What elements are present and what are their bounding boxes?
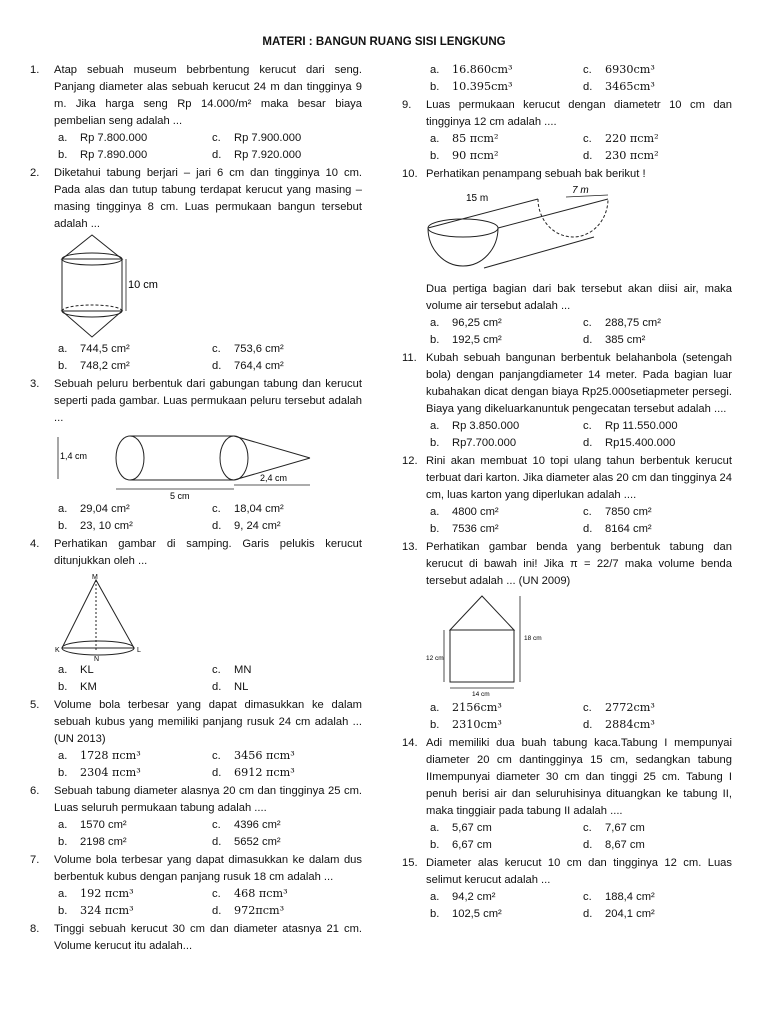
option[interactable]: a. 192 πcm³: [58, 887, 134, 900]
question-8: 8. Tinggi sebuah kerucut 30 cm dan diameter atasnya 21 cm. Volume kerucut itu adalah...: [30, 921, 362, 955]
option[interactable]: d. 204,1 cm²: [583, 907, 655, 920]
option[interactable]: a. 29,04 cm²: [58, 503, 130, 515]
question-7: 7. Volume bola terbesar yang dapat dimasukkan ke dalam dus berbentuk kubus dengan panjang rusuk 18 cm adalah ...: [30, 852, 362, 886]
option[interactable]: c. 6930cm³: [583, 63, 655, 76]
tube-with-cone-figure: [426, 590, 576, 700]
question-1: [30, 62, 362, 130]
option[interactable]: d. Rp 7.920.000: [212, 148, 302, 161]
point-k: K: [55, 647, 60, 654]
question-text: Dua pertiga bagian dari bak tersebut akan diisi air, maka volume air tersebut adalah ...: [426, 283, 732, 312]
option[interactable]: d. 5652 cm²: [212, 835, 281, 848]
question-text: Volume bola terbesar yang dapat dimasukkan ke dalam sebuah kubus yang memiliki panjang rusuk 24 cm adalah ... (UN 2013): [54, 699, 362, 745]
option[interactable]: d. 8164 cm²: [583, 522, 652, 535]
option[interactable]: b. 192,5 cm²: [430, 333, 502, 346]
question-text: Perhatikan gambar di samping. Garis pelukis kerucut ditunjukkan oleh ...: [54, 538, 362, 567]
figure-cone: [54, 570, 362, 662]
option[interactable]: c. Rp 11.550.000: [583, 420, 678, 432]
option[interactable]: c. 18,04 cm²: [212, 503, 284, 515]
option[interactable]: a. KL: [58, 664, 94, 676]
figure-label-cone: 2,4 cm: [260, 473, 288, 483]
options-10: [402, 315, 732, 348]
option[interactable]: b. 2198 cm²: [58, 835, 127, 848]
option[interactable]: d. NL: [212, 680, 249, 693]
question-3: 3. Sebuah peluru berbentuk dari gabungan tabung dan kerucut seperti pada gambar. Luas permukaan peluru tersebut adalah ...: [30, 376, 362, 427]
question-text: Diameter alas kerucut 10 cm dan tingginya 12 cm. Luas selimut kerucut adalah ...: [426, 857, 732, 886]
question-text: Volume bola terbesar yang dapat dimasukkan ke dalam dus berbentuk kubus dengan panjang rusuk 18 cm adalah ...: [54, 854, 362, 883]
option[interactable]: b. 748,2 cm²: [58, 359, 130, 372]
options-4: [30, 662, 362, 695]
options-11: [402, 418, 732, 451]
question-text: Atap sebuah museum bebrbentung kerucut dari seng. Panjang diameter alas sebuah kerucut 24 m dan tingginya 9 m. Jika harga seng Rp 14.000/m² maka besar biaya pembelian seng adalah ...: [54, 64, 362, 127]
options-15: [402, 889, 732, 922]
option[interactable]: b. 10.395cm³: [430, 79, 513, 93]
option[interactable]: c. 753,6 cm²: [212, 343, 284, 355]
option[interactable]: d. 385 cm²: [583, 333, 646, 346]
point-l: L: [137, 647, 141, 654]
option[interactable]: b. Rp 7.890.000: [58, 148, 148, 161]
option[interactable]: b. 23, 10 cm²: [58, 519, 133, 532]
option[interactable]: b. 90 πcm²: [430, 148, 499, 162]
figure-cylinder-cones: [54, 233, 362, 341]
question-13: 13. Perhatikan gambar benda yang berbentuk tabung dan kerucut di bawah ini! Jika π = 22/7 maka volume benda tersebut adalah ... (UN 2009): [402, 539, 732, 590]
cone-figure: [54, 570, 184, 662]
question-text: Tinggi sebuah kerucut 30 cm dan diameter atasnya 21 cm. Volume kerucut itu adalah...: [54, 923, 362, 952]
figure-tank: [426, 183, 732, 281]
option[interactable]: a. 2156cm³: [430, 701, 502, 714]
options-5: [30, 748, 362, 781]
option[interactable]: b. 2310cm³: [430, 717, 502, 731]
option[interactable]: c. 220 πcm²: [583, 132, 659, 145]
question-text: Sebuah tabung diameter alasnya 20 cm dan tingginya 25 cm. Luas seluruh permukaan tabung adalah ....: [54, 785, 362, 814]
option[interactable]: d. 6912 πcm³: [212, 765, 295, 779]
option[interactable]: b. KM: [58, 680, 97, 693]
question-10: 10. Perhatikan penampang sebuah bak berikut !: [402, 166, 732, 183]
option[interactable]: a. 96,25 cm²: [430, 317, 502, 329]
question-14: 14. Adi memiliki dua buah tabung kaca.Tabung I mempunyai diameter 20 cm dantingginya 15 cm, sedangkan tabung IImempunyai diameter 30 cm dan tinggi 25 cm. Tabung I penuh berisi air dan seluruhisinya dituangkan ke tabung II, maka tinggiair pada tabung II adalah ....: [402, 735, 732, 820]
option[interactable]: a. 85 πcm²: [430, 132, 499, 145]
question-12: 12. Rini akan membuat 10 topi ulang tahun berbentuk kerucut terbuat dari karton. Jika diameter alas 20 cm dan tingginya 24 cm, luas karton yang diperlukan adalah ....: [402, 453, 732, 504]
option[interactable]: c. 7,67 cm: [583, 822, 645, 834]
right-column: [402, 62, 732, 922]
bullet-figure: [54, 427, 344, 501]
question-text: Perhatikan gambar benda yang berbentuk tabung dan kerucut di bawah ini! Jika π = 22/7 maka volume benda tersebut adalah ... (UN 2009): [426, 541, 732, 587]
option[interactable]: d. 972πcm³: [212, 903, 285, 917]
option[interactable]: b. 2304 πcm³: [58, 765, 141, 779]
option[interactable]: a. 5,67 cm: [430, 822, 492, 834]
option[interactable]: c. 4396 cm²: [212, 819, 281, 831]
options-1: [30, 130, 362, 163]
question-number: 1.: [30, 64, 40, 76]
question-9: 9. Luas permukaan kerucut dengan diametetr 10 cm dan tingginya 12 cm adalah ....: [402, 97, 732, 131]
figure-tube-cone: [426, 590, 732, 700]
point-m: M: [92, 574, 98, 581]
options-14: [402, 820, 732, 853]
question-text: Diketahui tabung berjari – jari 6 cm dan tingginya 10 cm. Pada alas dan tutup tabung terdapat kerucut yang masing –masing tingginya 8 cm. Luas permukaan bangun tersebut adalah ...: [54, 167, 362, 230]
figure-bullet: [54, 427, 362, 501]
option[interactable]: d. 9, 24 cm²: [212, 519, 281, 532]
figure-label-length: 15 m: [466, 193, 489, 204]
question-text: Sebuah peluru berbentuk dari gabungan tabung dan kerucut seperti pada gambar. Luas permukaan peluru tersebut adalah ...: [54, 378, 362, 424]
figure-label-width: 14 cm: [472, 691, 490, 698]
question-text: Rini akan membuat 10 topi ulang tahun berbentuk kerucut terbuat dari karton. Jika diameter alas 20 cm dan tingginya 24 cm, luas karton yang diperlukan adalah ....: [426, 455, 732, 501]
option[interactable]: d. 8,67 cm: [583, 838, 645, 851]
option[interactable]: d. 3465cm³: [583, 79, 655, 93]
option[interactable]: a. 744,5 cm²: [58, 343, 130, 355]
options-9: [402, 131, 732, 164]
figure-label-total: 18 cm: [524, 635, 542, 642]
option[interactable]: a. 1570 cm²: [58, 819, 127, 831]
options-12: [402, 504, 732, 537]
option[interactable]: c. MN: [212, 664, 252, 676]
option[interactable]: a. 4800 cm²: [430, 506, 499, 518]
question-text: Perhatikan penampang sebuah bak berikut !: [426, 168, 646, 180]
option[interactable]: c. 2772cm³: [583, 701, 655, 714]
figure-label: 10 cm: [128, 279, 158, 291]
question-4: 4. Perhatikan gambar di samping. Garis pelukis kerucut ditunjukkan oleh ...: [30, 536, 362, 570]
question-text: Adi memiliki dua buah tabung kaca.Tabung I mempunyai diameter 20 cm dantingginya 15 cm, sedangkan tabung IImempunyai diameter 30 cm dan tinggi 25 cm. Tabung I penuh berisi air dan seluruhisinya dituangkan ke tabung II, maka tinggiair pada tabung II adalah ....: [426, 737, 732, 817]
question-text: Kubah sebuah bangunan berbentuk belahanbola (setengah bola) dengan panjangdiameter 14 meter. Pada bagian luar kubahakan dicat dengan biaya Rp25.000setiapmeter persegi. Biaya yang dikeluarkanuntuk pengecatan tersebut adalah ....: [426, 352, 732, 415]
figure-label-width: 7 m: [572, 185, 589, 196]
option[interactable]: b. 102,5 cm²: [430, 907, 502, 920]
option[interactable]: c. 188,4 cm²: [583, 891, 655, 903]
options-3: [30, 501, 362, 534]
question-6: 6. Sebuah tabung diameter alasnya 20 cm dan tingginya 25 cm. Luas seluruh permukaan tabung adalah ....: [30, 783, 362, 817]
option[interactable]: c. 3456 πcm³: [212, 749, 295, 762]
half-cylinder-tank-figure: [426, 183, 636, 281]
option[interactable]: b. 324 πcm³: [58, 903, 134, 917]
option[interactable]: d. Rp15.400.000: [583, 436, 676, 449]
question-15: 15. Diameter alas kerucut 10 cm dan tingginya 12 cm. Luas selimut kerucut adalah ...: [402, 855, 732, 889]
question-5: 5. Volume bola terbesar yang dapat dimasukkan ke dalam sebuah kubus yang memiliki panjang rusuk 24 cm adalah ... (UN 2013): [30, 697, 362, 748]
option[interactable]: a. Rp 3.850.000: [430, 420, 520, 432]
figure-label-tube: 12 cm: [426, 655, 444, 662]
question-2: 2. Diketahui tabung berjari – jari 6 cm dan tingginya 10 cm. Pada alas dan tutup tabung terdapat kerucut yang masing –masing tingginya 8 cm. Luas permukaan bangun tersebut adalah ...: [30, 165, 362, 233]
question-11: 11. Kubah sebuah bangunan berbentuk belahanbola (setengah bola) dengan panjangdiameter 14 meter. Pada bagian luar kubahakan dicat dengan biaya Rp25.000setiapmeter persegi. Biaya yang dikeluarkanuntuk pengecatan tersebut adalah ....: [402, 350, 732, 418]
option[interactable]: d. 230 πcm²: [583, 148, 659, 162]
option[interactable]: d. 764,4 cm²: [212, 359, 284, 372]
option[interactable]: b. Rp7.700.000: [430, 436, 517, 449]
option[interactable]: d. 2884cm³: [583, 717, 655, 731]
page-title: MATERI : BANGUN RUANG SISI LENGKUNG: [262, 36, 506, 48]
option[interactable]: c. 288,75 cm²: [583, 317, 661, 329]
question-10-continued: [402, 281, 732, 315]
option[interactable]: a. 1728 πcm³: [58, 749, 141, 762]
options-8: [402, 62, 732, 95]
option[interactable]: b. 7536 cm²: [430, 522, 499, 535]
options-6: [30, 817, 362, 850]
options-7: [30, 886, 362, 919]
option[interactable]: a. 94,2 cm²: [430, 891, 496, 903]
option[interactable]: c. 468 πcm³: [212, 887, 288, 900]
option[interactable]: c. Rp 7.900.000: [212, 132, 302, 144]
left-column: [30, 62, 362, 955]
cylinder-with-cones-figure: [54, 233, 214, 341]
figure-label-height: 1,4 cm: [60, 451, 88, 461]
point-n: N: [94, 656, 100, 662]
figure-label-length: 5 cm: [170, 491, 190, 501]
options-2: [30, 341, 362, 374]
options-13: [402, 700, 732, 733]
option[interactable]: c. 7850 cm²: [583, 506, 652, 518]
option[interactable]: a. 16.860cm³: [430, 63, 513, 76]
question-text: Luas permukaan kerucut dengan diametetr 10 cm dan tingginya 12 cm adalah ....: [426, 99, 732, 128]
option[interactable]: a. Rp 7.800.000: [58, 132, 148, 144]
option[interactable]: b. 6,67 cm: [430, 838, 492, 851]
